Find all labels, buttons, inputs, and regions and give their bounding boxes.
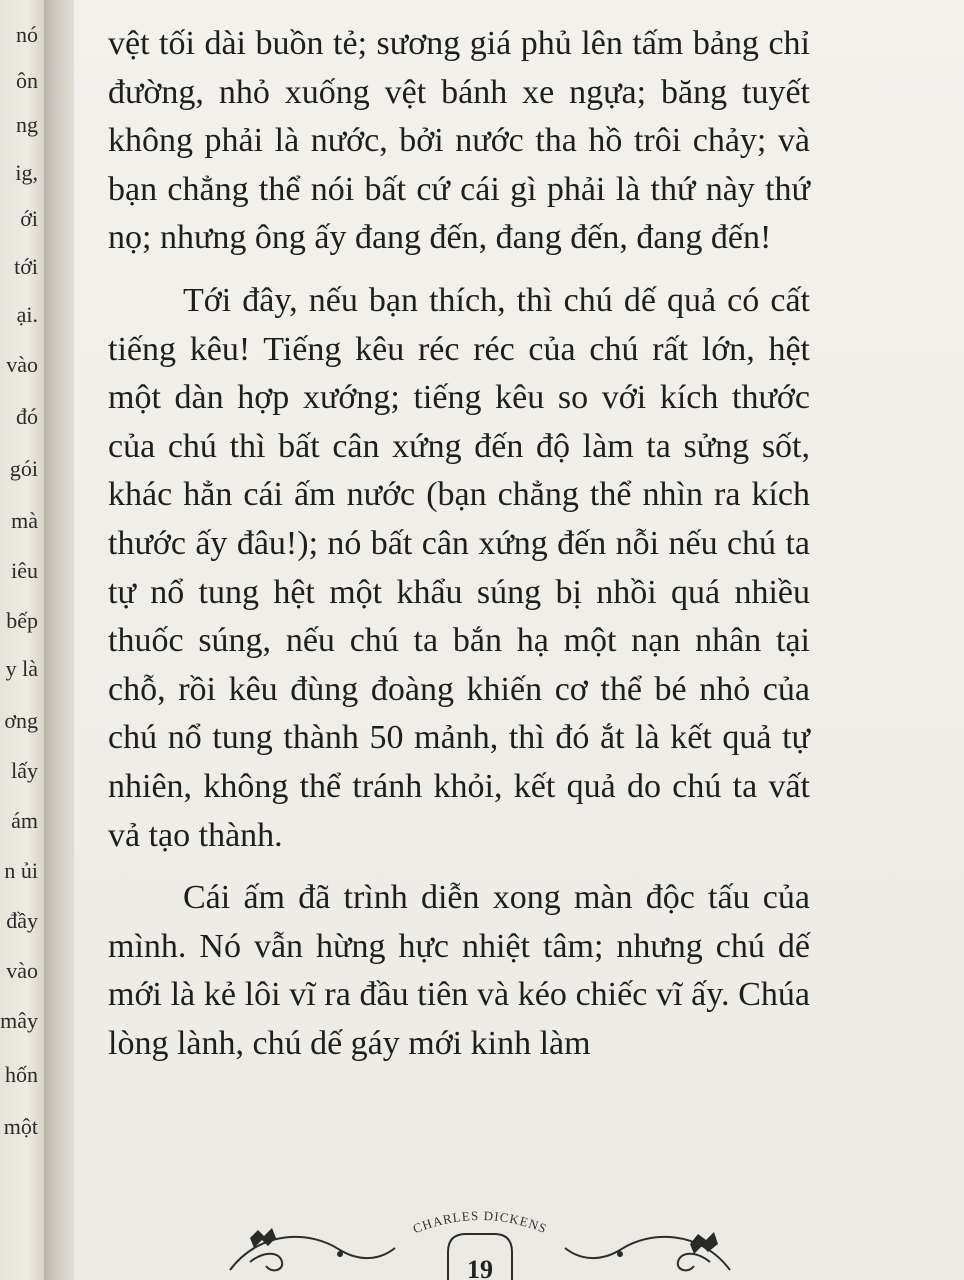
left-page-edge [0,0,44,1280]
left-page-fragment: ám [11,808,38,833]
left-page-fragment: ng [16,112,38,137]
flourish-curl-left [250,1254,282,1271]
page-number: 19 [467,1255,493,1280]
book-gutter [44,0,74,1280]
left-page-fragment: mà [11,508,38,533]
left-page-fragment: một [3,1114,38,1139]
holly-leaf-right-icon [690,1232,718,1254]
paragraph: Tới đây, nếu bạn thích, thì chú dế quả có cất tiếng kêu! Tiếng kêu réc réc của chú rất lớn, hệt một dàn hợp xướng; tiếng kêu so với kích thước của chú thì bất cân xứng đến độ làm ta sửng sốt, khác hẳn cái ấm nước (bạn chẳng thể nhìn ra kích thước ấy đâu!); nó bất cân xứng đến nỗi nếu chú ta tự nổ tung hệt một khẩu súng bị nhồi quá nhiều thuốc súng, nếu chú ta bắn hạ một nạn nhân tại chỗ, rồi kêu đùng đoàng khiến cơ thể bé nhỏ của chú nổ tung thành 50 mảnh, thì đó ắt là kết quả tự nhiên, không thể tránh khỏi, kết quả do chú ta vất vả tạo thành. [108,281,810,854]
left-page-fragment: ơng [4,708,38,733]
left-page-fragment: lấy [11,758,38,783]
left-page-fragment: hốn [5,1062,38,1087]
left-page-fragment: đầy [6,908,38,933]
holly-leaf-left-icon [250,1228,276,1248]
left-page-fragment: y là [5,656,38,681]
paragraph: Cái ấm đã trình diễn xong màn độc tấu của mình. Nó vẫn hừng hực nhiệt tâm; nhưng chú dế mới là kẻ lôi vĩ ra đầu tiên và kéo chiếc vĩ ấy. Chúa lòng lành, chú dế gáy mới kinh làm [108,879,810,1062]
left-page-fragment: tới [14,254,38,279]
berry-icon [617,1251,623,1257]
left-page-fragment: mây [0,1008,38,1033]
running-footer-author: CHARLES DICKENS [410,1207,550,1237]
paragraph: vệt tối dài buồn tẻ; sương giá phủ lên tấm bảng chỉ đường, nhỏ xuống vệt bánh xe ngựa; băng tuyết không phải là nước, bởi nước tha hồ trôi chảy; và bạn chẳng thể nói bất cứ cái gì phải là thứ này thứ nọ; nhưng ông ấy đang đến, đang đến, đang đến! [108,25,810,257]
left-page-fragment: bếp [6,608,38,633]
left-page-fragment: ôn [16,68,38,93]
left-page-fragment: vào [6,958,38,983]
left-page-fragment: vào [6,352,38,377]
left-page-fragment: nó [16,22,38,47]
left-page-fragment: n ủi [4,858,38,883]
berry-icon [337,1251,343,1257]
footer-ornament [220,1190,740,1280]
flourish-curl-right [678,1254,710,1271]
left-page-fragment: gói [9,456,38,481]
left-page-fragment: ig, [15,160,38,185]
left-page-fragment: iêu [11,558,38,583]
left-page-fragment: ại. [16,302,38,327]
left-page-fragment: ới [20,206,38,231]
left-page-fragment: đó [16,404,38,429]
body-text [108,20,810,1082]
